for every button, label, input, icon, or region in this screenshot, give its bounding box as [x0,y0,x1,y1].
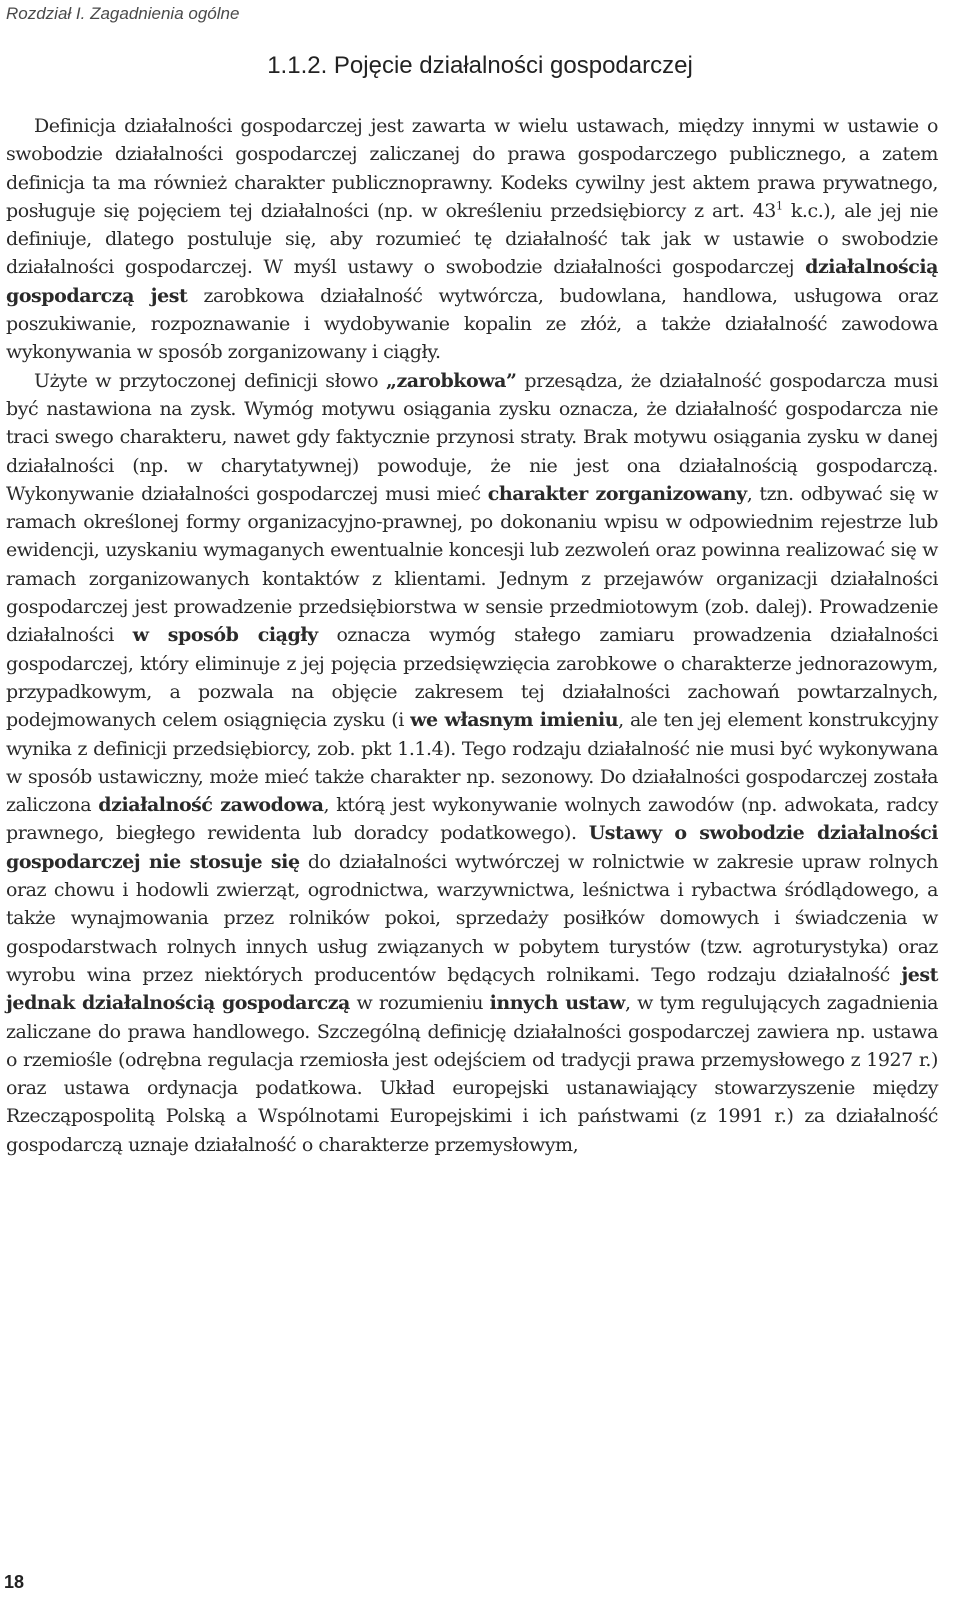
text-run: przesądza, że działalność gospodarcza musi być nastawiona na zysk. Wymóg motywu osiągania zysku oznacza, że działalność gospodarcza nie traci swego charakteru, nawet gdy faktycznie przynosi straty. Brak motywu osiągania zysku w danej działalności (np. w charytatywnej) powoduje, że nie jest ona działalnością gospodarczą. Wykonywanie działalności gospodarczej musi mieć [6,369,938,505]
bold-term: innych ustaw [489,992,625,1015]
section-title-text: Pojęcie działalności gospodarczej [333,52,693,79]
paragraph-2 [6,367,938,1159]
text-run: k.c.), ale jej nie definiuje, dlatego postuluje się, aby rozumieć tę działalność tak jak w ustawie o swobodzie działalności gospodarczej. W myśl ustawy o swobodzie działalności gospodarczej [6,199,938,279]
running-header: Rozdział I. Zagadnienia ogólne [6,4,240,23]
text-run: do działalności wytwórczej w rolnictwie w zakresie upraw rolnych oraz chowu i hodowli zwierząt, ogrodnictwa, warzywnictwa, leśnictwa i rybactwa śródlądowego, a także wynajmowania przez rolników pokoi, sprzedaży posiłków domowych i świadczenia w gospodarstwach rolnych innych usług związanych w pobytem turystów (tzw. agroturystyka) oraz wyrobu wina przez niektórych producentów będących rolnikami. Tego rodzaju działalność [6,850,939,986]
section-number: 1.1.2. [267,52,328,79]
section-title [0,52,960,80]
text-run: w rozumieniu [349,992,490,1015]
text-run: , którą jest wykonywanie wolnych zawodów (np. adwokata, radcy prawnego, biegłego rewidenta lub doradcy podatkowego). [6,794,938,845]
paragraph-1 [6,112,938,367]
superscript: 1 [775,199,783,213]
text-run: Użyte w przytoczonej definicji słowo [34,369,386,392]
bold-term: „zarobkowa” [385,369,517,392]
text-run: oznacza wymóg stałego zamiaru prowadzenia działalności gospodarczej, który eliminuje z jej pojęcia przedsięwzięcia zarobkowe o charakterze jednorazowym, przypadkowym, a pozwala na objęcie zakresem tej działalności zachowań powtarzalnych, podejmowanych celem osiągnięcia zysku (i [6,624,938,732]
body-text [6,112,938,1159]
page-number: 18 [4,1572,25,1592]
text-run: , tzn. odbywać się w ramach określonej formy organizacyjno-prawnej, po dokonaniu wpisu w odpowiednim rejestrze lub ewidencji, uzyskaniu wymaganych ewentualnie koncesji lub zezwoleń oraz powinna realizować się w ramach zorganizowanych kontaktów z klientami. Jednym z przejawów organizacji działalności gospodarczej jest prowadzenie przedsiębiorstwa w sensie przedmiotowym (zob. dalej). Prowadzenie działalności [6,482,939,647]
bold-term: działalnością gospodarczą jest [6,256,938,307]
bold-term: jest jednak działalnością gospodarczą [6,963,938,1015]
bold-term: działalność zawodowa [98,794,324,817]
bold-term: we własnym imieniu [410,709,619,732]
bold-term: w sposób ciągły [132,624,318,647]
text-run: Definicja działalności gospodarczej jest zawarta w wielu ustawach, między innymi w ustawie o swobodzie działalności gospodarczej zaliczanej do prawa gospodarczego publicznego, a zatem definicja ta ma również charakter publicznoprawny. Kodeks cywilny jest aktem prawa prywatnego, posługuje się pojęciem tej działalności (np. w określeniu przedsiębiorcy z art. 43 [6,115,938,222]
bold-term: charakter zorganizowany [487,482,747,505]
bold-term: Ustawy o swobodzie działalności gospodarczej nie stosuje się [6,822,939,873]
text-run: , w tym regulujących zagadnienia zaliczane do prawa handlowego. Szczególną definicję działalności gospodarczej zawiera np. ustawa o rzemiośle (odrębna regulacja rzemiosła jest odejściem od tradycji prawa przemysłowego z 1927 r.) oraz ustawa ordynacja podatkowa. Układ europejski ustanawiający stowarzyszenie między Rzecząpospolitą Polską a Wspólnotami Europejskimi i ich państwami (z 1991 r.) za działalność gospodarczą uznaje działalność o charakterze przemysłowym, [6,992,938,1156]
text-run: zarobkowa działalność wytwórcza, budowlana, handlowa, usługowa oraz poszukiwanie, rozpoznawanie i wydobywanie kopalin ze złóż, a także działalność zawodowa wykonywania w sposób zorganizowany i ciągły. [6,284,938,364]
text-run: , ale ten jej element konstrukcyjny wynika z definicji przedsiębiorcy, zob. pkt 1.1.4). Tego rodzaju działalność nie musi być wykonywana w sposób ustawiczny, może mieć także charakter np. sezonowy. Do działalności gospodarczej została zaliczona [6,709,939,817]
